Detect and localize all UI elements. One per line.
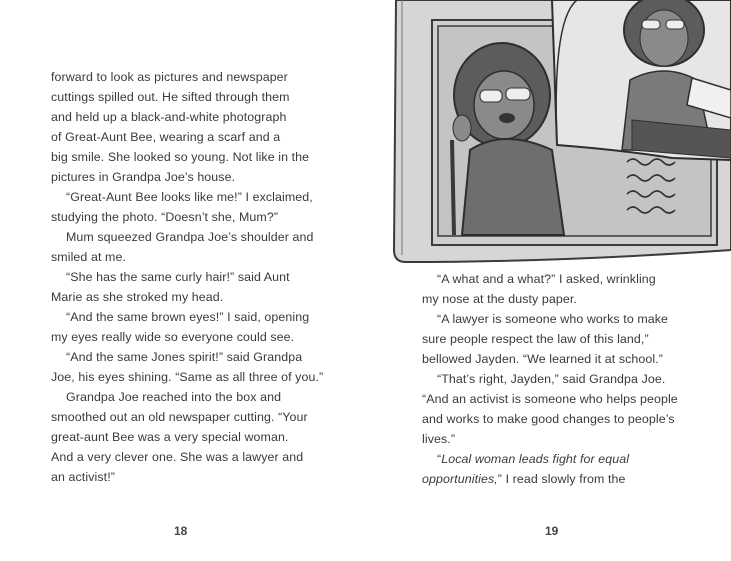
- text-line: And a very clever one. She was a lawyer and: [51, 450, 304, 464]
- text-line: studying the photo. “Doesn’t she, Mum?”: [51, 210, 279, 224]
- text-line: “A lawyer is someone who works to make: [437, 312, 669, 326]
- text-line: “Great-Aunt Bee looks like me!” I exclaimed,: [66, 190, 313, 204]
- text-line: great-aunt Bee was a very special woman.: [51, 430, 289, 444]
- text-segment: ” I read slowly from the: [497, 472, 626, 486]
- text-line: Mum squeezed Grandpa Joe’s shoulder and: [66, 230, 314, 244]
- text-line: lives.”: [422, 432, 456, 446]
- page-number: 18: [174, 524, 188, 538]
- text-line: sure people respect the law of this land,”: [422, 332, 649, 346]
- text-line: [422, 471, 626, 487]
- text-line: “She has the same curly hair!” said Aunt: [66, 270, 290, 284]
- text-line: “And the same Jones spirit!” said Grandpa: [66, 350, 303, 364]
- text-line: and held up a black-and-white photograph: [51, 110, 287, 124]
- text-line: cuttings spilled out. He sifted through them: [51, 90, 290, 104]
- text-line: [422, 451, 629, 467]
- text-line: “That’s right, Jayden,” said Grandpa Joe.: [437, 372, 666, 386]
- text-line: forward to look as pictures and newspaper: [51, 70, 288, 84]
- text-line: “And an activist is someone who helps people: [422, 392, 678, 406]
- left-page: [0, 0, 365, 561]
- text-line: smiled at me.: [51, 250, 126, 264]
- text-line: bellowed Jayden. “We learned it at school.”: [422, 352, 663, 366]
- text-line: of Great-Aunt Bee, wearing a scarf and a: [51, 130, 281, 144]
- text-line: “A what and a what?” I asked, wrinkling: [437, 272, 656, 286]
- text-line: Marie as she stroked my head.: [51, 290, 224, 304]
- text-line: Joe, his eyes shining. “Same as all three of you.”: [51, 370, 324, 384]
- photograph-of-great-aunt-bee: [552, 0, 731, 160]
- text-line: pictures in Grandpa Joe’s house.: [51, 170, 236, 184]
- italic-headline-text: Local woman leads fight for equal: [441, 452, 630, 466]
- text-line: smoothed out an old newspaper cutting. “Your: [51, 410, 308, 424]
- newspaper-illustration: [392, 0, 731, 266]
- text-line: Grandpa Joe reached into the box and: [66, 390, 282, 404]
- text-line: an activist!”: [51, 470, 115, 484]
- text-line: and works to make good changes to people’s: [422, 412, 675, 426]
- text-line: my nose at the dusty paper.: [422, 292, 577, 306]
- text-line: my eyes really wide so everyone could see.: [51, 330, 295, 344]
- text-segment: “: [437, 452, 442, 466]
- text-line: “And the same brown eyes!” I said, opening: [66, 310, 310, 324]
- text-line: big smile. She looked so young. Not like in the: [51, 150, 310, 164]
- microphone-stand: [452, 140, 454, 235]
- italic-headline-text: opportunities,: [422, 472, 498, 486]
- page-number: 19: [545, 524, 559, 538]
